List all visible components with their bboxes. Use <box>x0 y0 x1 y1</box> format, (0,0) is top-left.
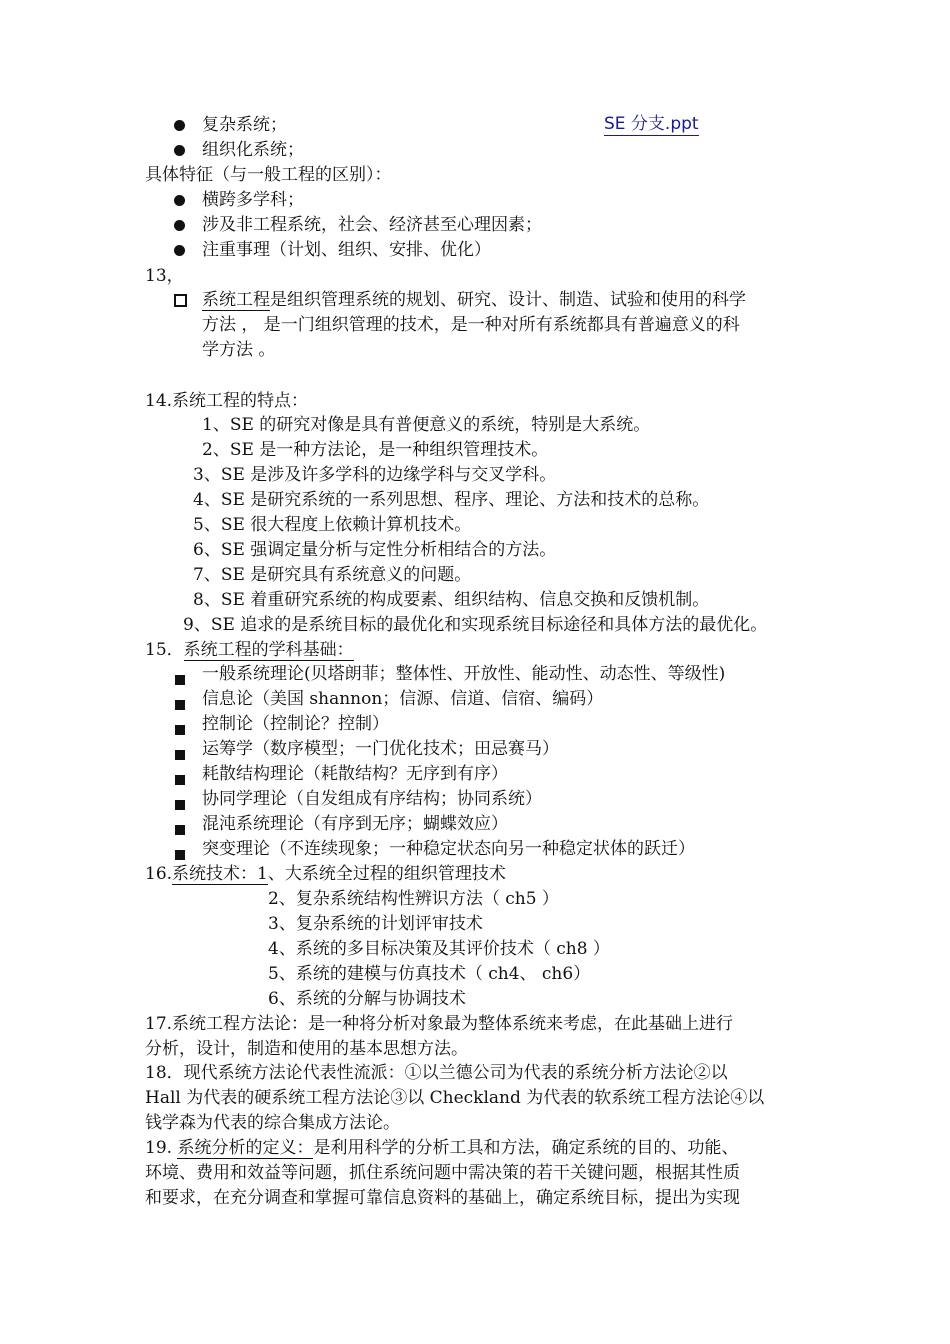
bullet-text: 混沌系统理论（有序到无序；蝴蝶效应） <box>202 814 508 834</box>
paragraph-line: 钱学森为代表的综合集成方法论。 <box>145 1113 400 1133</box>
bullet-text: 突变理论（不连续现象；一种稳定状态向另一种稳定状体的跃迁） <box>202 839 695 859</box>
paragraph-line: 和要求，在充分调查和掌握可靠信息资料的基础上，确定系统目标，提出为实现 <box>145 1188 740 1208</box>
list-item: 1、SE 的研究对像是具有普便意义的系统，特别是大系统。 <box>202 415 651 435</box>
paragraph-line: 具体特征（与一般工程的区别）： <box>145 165 392 185</box>
bullet-dot-icon <box>174 189 185 213</box>
bullet-text: 复杂系统； <box>202 115 287 135</box>
bullet-text: 涉及非工程系统，社会、经济甚至心理因素； <box>202 215 542 235</box>
list-item: 4、系统的多目标决策及其评价技术（ ch8 ） <box>268 939 610 959</box>
paragraph-line: 方法 ， 是一门组织管理的技术，是一种对所有系统都具有普遍意义的科 <box>202 315 740 335</box>
list-item: 2、复杂系统结构性辨识方法（ ch5 ） <box>268 889 559 909</box>
paragraph-line: Hall 为代表的硬系统工程方法论③以 Checkland 为代表的软系统工程方法论④以 <box>145 1088 765 1108</box>
square-bullet-icon <box>175 718 185 742</box>
list-item: 7、SE 是研究具有系统意义的问题。 <box>193 565 472 585</box>
bullet-text: 组织化系统； <box>202 140 304 160</box>
square-bullet-icon <box>175 768 185 792</box>
bullet-text: 运筹学（数序模型；一门优化技术；田忌赛马） <box>202 739 559 759</box>
square-bullet-icon <box>175 743 185 767</box>
section-heading: 16.系统技术：1、大系统全过程的组织管理技术 <box>145 864 506 884</box>
square-bullet-icon <box>175 668 185 692</box>
list-item: 8、SE 着重研究系统的构成要素、组织结构、信息交换和反馈机制。 <box>193 590 710 610</box>
list-item: 5、SE 很大程度上依赖计算机技术。 <box>193 515 472 535</box>
section-heading: 15．系统工程的学科基础： <box>145 640 354 660</box>
bullet-text: 协同学理论（自发组成有序结构；协同系统） <box>202 789 542 809</box>
hollow-square-bullet-icon <box>174 290 187 314</box>
bullet-text: 耗散结构理论（耗散结构？无序到有序） <box>202 764 508 784</box>
paragraph-line: 系统工程是组织管理系统的规划、研究、设计、制造、试验和使用的科学 <box>202 290 746 310</box>
ppt-link[interactable]: SE 分支.ppt <box>604 114 699 134</box>
list-item: 3、SE 是涉及许多学科的边缘学科与交叉学科。 <box>193 465 557 485</box>
list-item: 4、SE 是研究系统的一系列思想、程序、理论、方法和技术的总称。 <box>193 490 710 510</box>
term-system-engineering: 系统工程 <box>202 290 270 310</box>
paragraph-line: 学方法 。 <box>202 340 276 360</box>
bullet-text: 横跨多学科； <box>202 190 304 210</box>
square-bullet-icon <box>175 818 185 842</box>
list-item: 6、系统的分解与协调技术 <box>268 989 466 1009</box>
bullet-text: 一般系统理论(贝塔朗菲；整体性、开放性、能动性、动态性、等级性) <box>202 664 726 684</box>
list-item: 5、系统的建模与仿真技术（ ch4、 ch6） <box>268 964 591 984</box>
bullet-dot-icon <box>174 214 185 238</box>
bullet-text: 信息论（美国 shannon；信源、信道、信宿、编码） <box>202 689 604 709</box>
list-item: 2、SE 是一种方法论，是一种组织管理技术。 <box>202 440 549 460</box>
bullet-text: 控制论（控制论？控制） <box>202 714 389 734</box>
list-item: 3、复杂系统的计划评审技术 <box>268 914 483 934</box>
section-heading: 14.系统工程的特点： <box>145 391 309 411</box>
paragraph-line: 17.系统工程方法论：是一种将分析对象最为整体系统来考虑，在此基础上进行 <box>145 1014 734 1034</box>
paragraph-line: 19. 系统分析的定义：是利用科学的分析工具和方法，确定系统的目的、功能、 <box>145 1138 739 1158</box>
bullet-text: 注重事理（计划、组织、安排、优化） <box>202 240 491 260</box>
paragraph-line: 环境、费用和效益等问题，抓住系统问题中需决策的若干关键问题，根据其性质 <box>145 1163 740 1183</box>
bullet-dot-icon <box>174 239 185 263</box>
square-bullet-icon <box>175 693 185 717</box>
bullet-dot-icon <box>174 139 185 163</box>
square-bullet-icon <box>175 793 185 817</box>
list-item: 9、SE 追求的是系统目标的最优化和实现系统目标途径和具体方法的最优化。 <box>183 615 768 635</box>
list-item: 6、SE 强调定量分析与定性分析相结合的方法。 <box>193 540 557 560</box>
section-number: 13， <box>145 266 184 286</box>
paragraph-line: 分析，设计，制造和使用的基本思想方法。 <box>145 1039 468 1059</box>
bullet-dot-icon <box>174 114 185 138</box>
paragraph-line: 18．现代系统方法论代表性流派：①以兰德公司为代表的系统分析方法论②以 <box>145 1063 728 1083</box>
